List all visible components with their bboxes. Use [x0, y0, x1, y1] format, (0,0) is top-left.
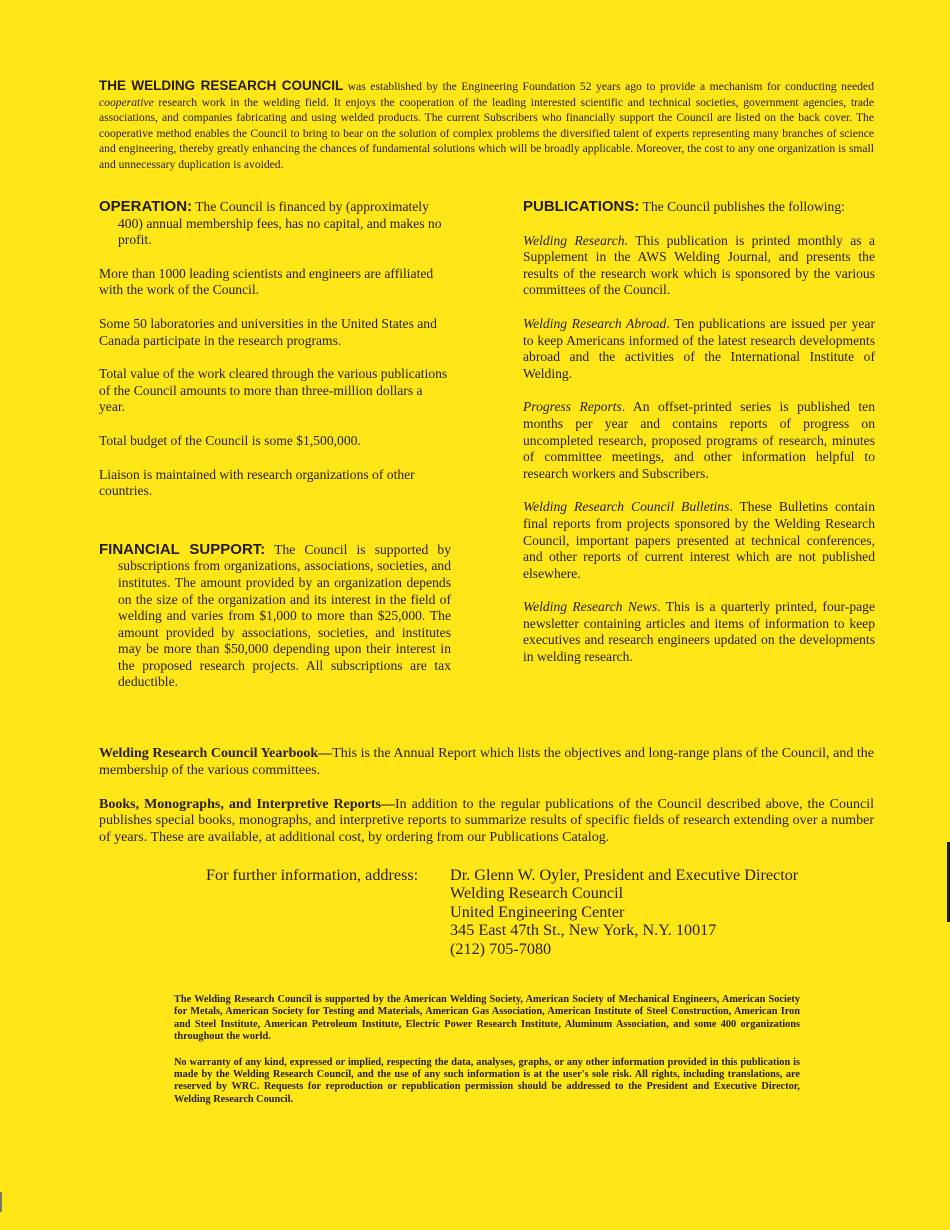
publications-heading: PUBLICATIONS:: [523, 198, 640, 215]
publication-text: . This is a quarterly printed, four-page newsletter containing articles and items of information to keep executives and research engineers updated on the developments in welding research.: [523, 599, 875, 665]
books-text: In addition to the regular publications of the Council described above, the Council publishes special books, monographs, and interpretive reports to summarize results of specific fields of research extending over a number of years. These are available, at additional cost, by ordering from our Publications Catalog.: [99, 796, 874, 846]
publication-item: [523, 316, 875, 382]
operation-heading: OPERATION:: [99, 198, 193, 215]
contact-line: Dr. Glenn W. Oyler, President and Executive Director: [450, 866, 799, 884]
publication-item: [523, 499, 875, 582]
left-column: [99, 199, 451, 691]
financial-text: The Council is supported by subscriptions from organizations, associations, societies, and institutes. The amount provided by an organization depends on the size of the organization and its interest in the field of welding and varies from $1,000 to more than $25,000. The amount provided by associations, societies, and institutes may be more than $50,000 depending upon their interest in the proposed research projects. All subscriptions are tax deductible.: [118, 541, 452, 690]
operation-paragraph: Liaison is maintained with research organizations of other countries.: [99, 466, 415, 499]
publications-lead: The Council publishes the following:: [639, 199, 845, 214]
contact-line: (212) 705-7080: [450, 939, 552, 958]
publication-title: Progress Reports: [523, 399, 622, 415]
operation-lead: The Council is financed by (approximately 400) annual membership fees, has no capital, and makes no profit.: [118, 199, 442, 248]
intro-emphasis: cooperative: [99, 95, 154, 109]
contact-line: United Engineering Center: [450, 902, 625, 921]
publication-item: [523, 599, 875, 665]
publication-title: Welding Research News: [523, 599, 658, 615]
footer-notes: [174, 994, 800, 1119]
intro-paragraph: [99, 78, 874, 173]
contact-label: For further information, address:: [206, 866, 419, 884]
publication-text: . These Bulletins contain final reports from projects sponsored by the Welding Research Council, important papers presented at technical conferences, and other reports of current interest which are not published elsewhere.: [523, 499, 875, 581]
publication-item: [523, 233, 875, 299]
intro-text-b: research work in the welding field. It enjoys the cooperation of the leading interested scientific and technical societies, government agencies, trade associations, and companies fabricating and using welded products. The current Subscribers who financially support the Council are listed on the back cover. The cooperative method enables the Council to bring to bear on the solution of complex problems the diversified talent of experts representing many branches of science and engineering, thereby greatly enhancing the chances of fundamental solutions which will be broadly applicable. Moreover, the cost to any one organization is small and unnecessary duplication is avoided.: [99, 95, 874, 171]
publication-text: . An offset-printed series is published ten months per year and contains reports of progress on uncompleted research, proposed programs of research, minutes of committee meetings, and other information helpful to research workers and Subscribers.: [523, 399, 875, 481]
yearbook-text: This is the Annual Report which lists the objectives and long-range plans of the Council, and the membership of the various committees.: [99, 746, 874, 778]
publication-text: . This publication is printed monthly as a Supplement in the AWS Welding Journal, and presents the results of the research work which is sponsored by the various committees of the Council.: [523, 232, 876, 298]
publication-title: Welding Research: [523, 232, 625, 248]
additional-publications: [99, 746, 874, 864]
operation-section: [99, 199, 451, 249]
books-paragraph: [99, 797, 874, 847]
publication-title: Welding Research Abroad: [523, 315, 667, 331]
publications-section: [523, 199, 875, 216]
financial-section: [99, 542, 451, 691]
operation-paragraph: Some 50 laboratories and universities in the United States and Canada participate in the research programs.: [99, 315, 437, 348]
right-column: [523, 199, 875, 666]
support-statement: The Welding Research Council is supported by the American Welding Society, American Society of Mechanical Engineers, American Society for Metals, American Society for Testing and Materials, American Gas Association, American Institute of Steel Construction, American Iron and Steel Institute, American Petroleum Institute, Electric Power Research Institute, Aluminum Association, and some 400 organizations throughout the world.: [174, 994, 800, 1043]
intro-lead: THE WELDING RESEARCH COUNCIL: [99, 78, 344, 93]
financial-heading: FINANCIAL SUPPORT:: [99, 540, 266, 558]
disclaimer: No warranty of any kind, expressed or implied, respecting the data, analyses, graphs, or any other information provided in this publication is made by the Welding Research Council, and the use of any such information is at the user's sole risk. All rights, including translations, are reserved by WRC. Requests for reproduction or republication permission should be addressed to the President and Executive Director, Welding Research Council.: [174, 1056, 800, 1105]
yearbook-paragraph: [99, 746, 874, 780]
operation-paragraph: Total value of the work cleared through the various publications of the Council amounts to more than three-million dollars a year.: [99, 366, 448, 415]
books-title: Books, Monographs, and Interpretive Reports—: [99, 796, 395, 812]
contact-address: [450, 866, 870, 958]
yearbook-title: Welding Research Council Yearbook—: [99, 746, 333, 761]
operation-paragraph: Total budget of the Council is some $1,500,000.: [99, 432, 361, 448]
publication-item: [523, 399, 875, 482]
publication-title: Welding Research Council Bulletins: [523, 499, 730, 515]
operation-paragraph: More than 1000 leading scientists and engineers are affiliated with the work of the Council.: [99, 265, 434, 298]
contact-line: 345 East 47th St., New York, N.Y. 10017: [450, 921, 717, 940]
scan-edge-mark: [0, 1192, 2, 1212]
intro-text-a: was established by the Engineering Foundation 52 years ago to provide a mechanism for conducting needed: [343, 80, 874, 93]
publication-text: . Ten publications are issued per year to keep Americans informed of the latest research developments abroad and the activities of the International Institute of Welding.: [523, 315, 875, 381]
contact-line: Welding Research Council: [450, 884, 624, 903]
